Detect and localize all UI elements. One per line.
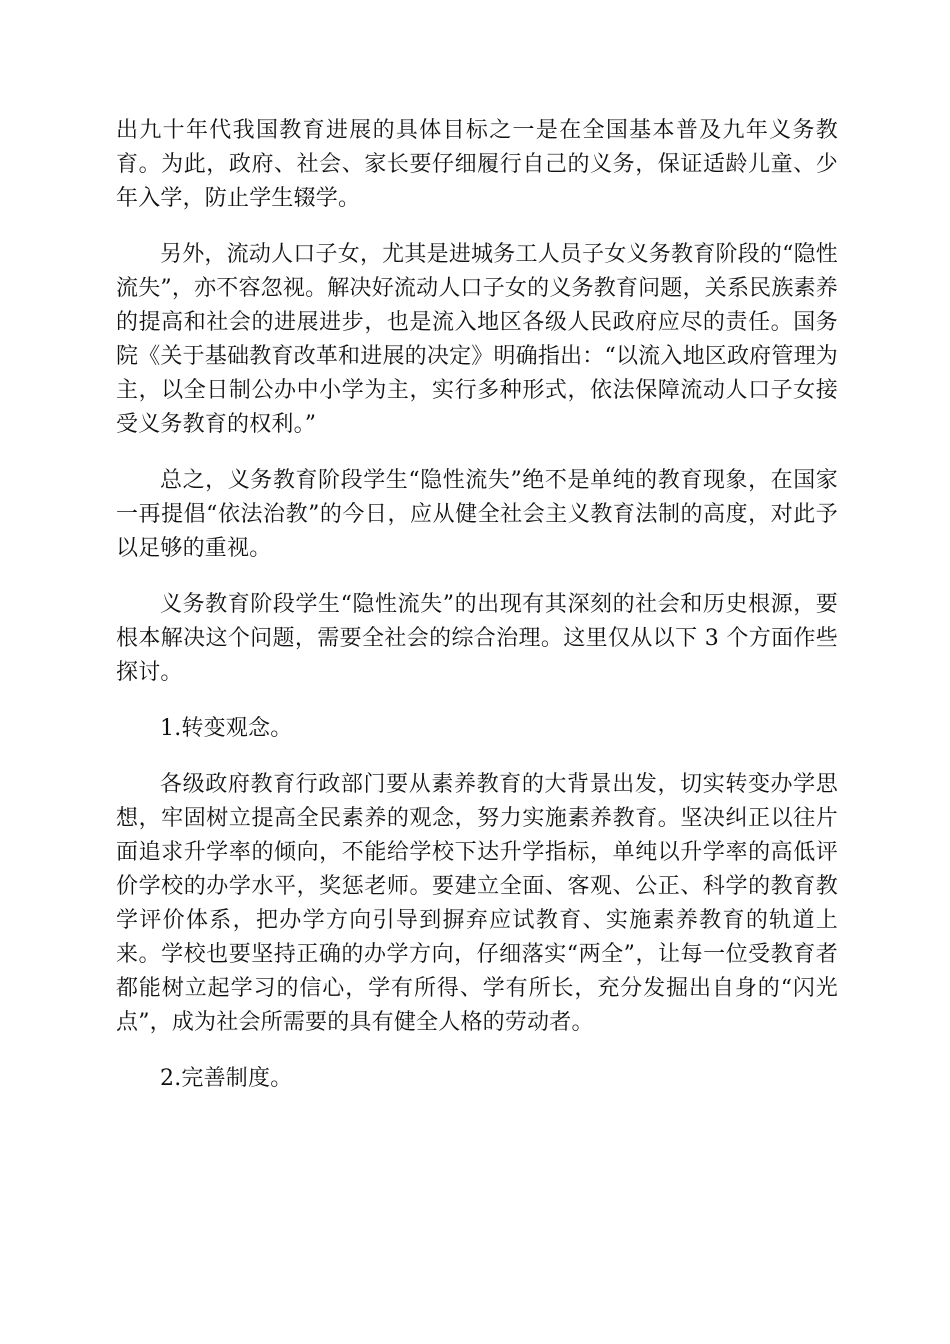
paragraph-change-concepts: 各级政府教育行政部门要从素养教育的大背景出发，切实转变办学思想，牢固树立提高全民素养的观念，努力实施素养教育。坚决纠正以往片面追求升学率的倾向，不能给学校下达升学指标，单纯以升学率的高低评价学校的办学水平，奖惩老师。要建立全面、客观、公正、科学的教育教学评价体系，把办学方向引导到摒弃应试教育、实施素养教育的轨道上来。学校也要坚持正确的办学方向，仔细落实“两全”，让每一位受教育者都能树立起学习的信心，学有所得、学有所长，充分发掘出自身的“闪光点”，成为社会所需要的具有健全人格的劳动者。 (116, 772, 838, 1035)
paragraph-conclusion: 总之，义务教育阶段学生“隐性流失”绝不是单纯的教育现象，在国家一再提倡“依法治教”的今日，应从健全社会主义教育法制的高度，对此予以足够的重视。 (116, 468, 838, 561)
section-heading-improve-system: 2.完善制度。 (160, 1066, 293, 1091)
document-page (116, 114, 838, 1118)
paragraph-goal: 出九十年代我国教育进展的具体目标之一是在全国基本普及九年义务教育。为此，政府、社会、家长要仔细履行自己的义务，保证适龄儿童、少年入学，防止学生辍学。 (116, 118, 838, 211)
paragraph-migrant-children: 另外，流动人口子女，尤其是进城务工人员子女义务教育阶段的“隐性流失”，亦不容忽视。解决好流动人口子女的义务教育问题，关系民族素养的提高和社会的进展进步，也是流入地区各级人民政府应尽的责任。国务院《关于基础教育改革和进展的决定》明确指出：“以流入地区政府管理为主，以全日制公办中小学为主，实行多种形式，依法保障流动人口子女接受义务教育的权利。” (116, 242, 838, 437)
section-heading-change-concepts: 1.转变观念。 (160, 716, 293, 741)
paragraph-root-causes: 义务教育阶段学生“隐性流失”的出现有其深刻的社会和历史根源，要根本解决这个问题，需要全社会的综合治理。这里仅从以下 3 个方面作些探讨。 (116, 592, 838, 685)
